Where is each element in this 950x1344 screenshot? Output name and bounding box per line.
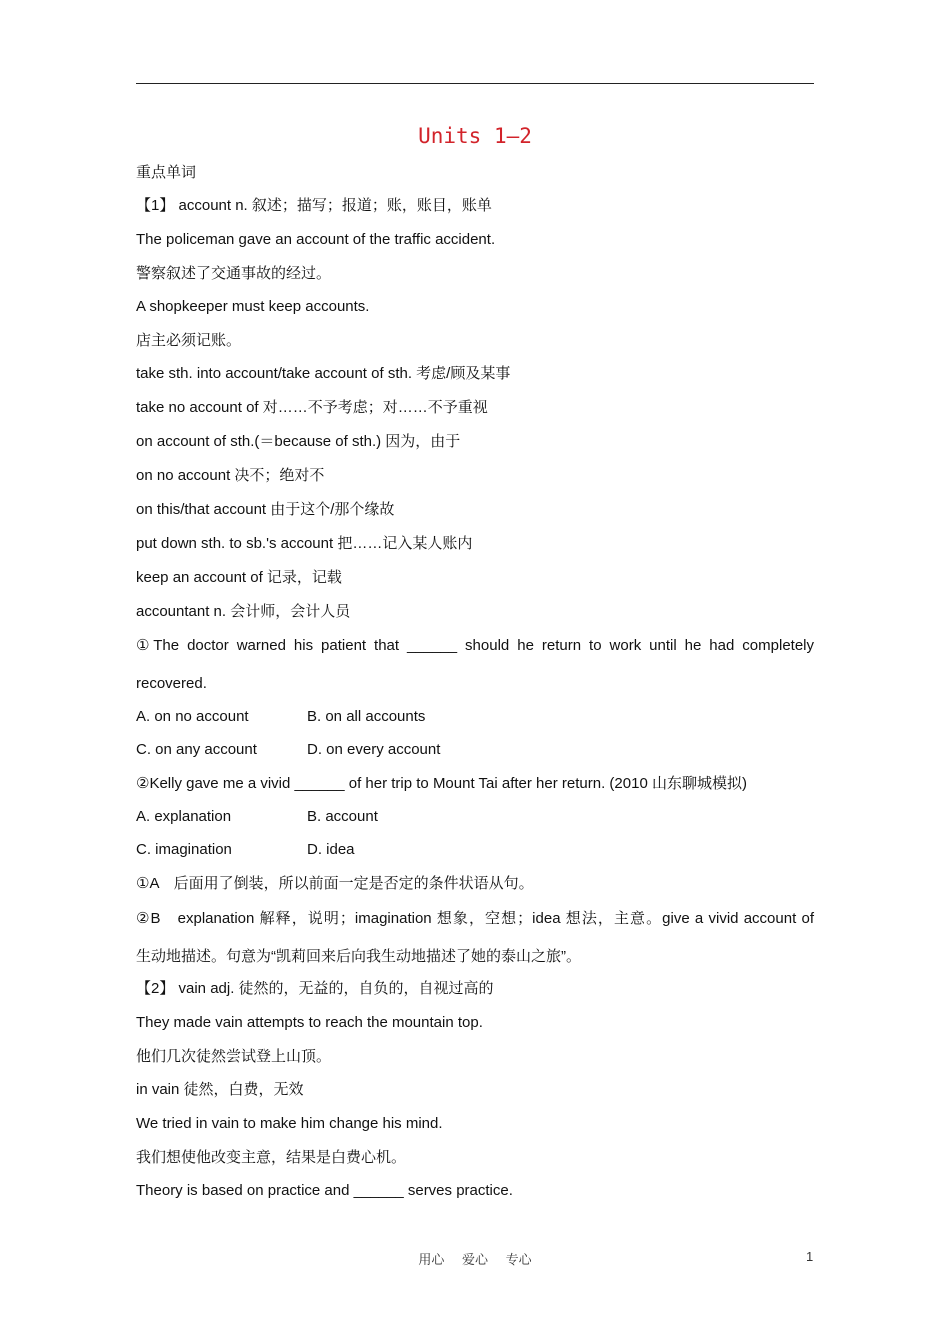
- item1-head: 【1】 account n. 叙述；描写；报道；账，账目，账单: [136, 197, 492, 214]
- page-title: Units 1—2: [418, 124, 532, 148]
- question2-option-d: D. idea: [307, 841, 355, 858]
- phrase-line: on this/that account 由于这个/那个缘故: [136, 501, 395, 518]
- item1-example2-en: A shopkeeper must keep accounts.: [136, 298, 370, 315]
- item2-example1-en: They made vain attempts to reach the mountain top.: [136, 1014, 483, 1031]
- question2-option-c: C. imagination: [136, 841, 232, 858]
- question1-option-d: D. on every account: [307, 741, 441, 758]
- item2-example2-en: We tried in vain to make him change his mind.: [136, 1115, 443, 1132]
- item1-example1-zh: 警察叙述了交通事故的经过。: [136, 265, 332, 282]
- phrase-line: keep an account of 记录，记载: [136, 569, 342, 586]
- item1-example1-en: The policeman gave an account of the traffic accident.: [136, 231, 496, 248]
- section-heading: 重点单词: [136, 164, 197, 181]
- page-number: 1: [806, 1249, 814, 1264]
- question1-option-a: A. on no account: [136, 708, 249, 725]
- question2-option-a: A. explanation: [136, 808, 232, 825]
- item1-example2-zh: 店主必须记账。: [136, 332, 242, 349]
- question1-stem: ①The doctor warned his patient that ______ should he return to work until he had completely: [136, 637, 814, 654]
- phrase-line: take sth. into account/take account of sth. 考虑/顾及某事: [136, 365, 511, 382]
- item2-example2-zh: 我们想使他改变主意，结果是白费心机。: [136, 1149, 407, 1166]
- item2-question: Theory is based on practice and ______ serves practice.: [136, 1182, 513, 1199]
- item2-phrase: in vain 徒然，白费，无效: [136, 1081, 304, 1098]
- question2-option-b: B. account: [307, 808, 378, 825]
- answer2: ②B explanation 解释，说明；imagination 想象，空想；idea 想法，主意。give a vivid account of: [136, 910, 814, 927]
- question1-stem-cont: recovered.: [136, 675, 207, 692]
- item2-head: 【2】 vain adj. 徒然的，无益的，自负的，自视过高的: [136, 980, 494, 997]
- item2-example1-zh: 他们几次徒然尝试登上山顶。: [136, 1048, 332, 1065]
- phrase-line: on account of sth.(＝because of sth.) 因为，由于: [136, 433, 461, 450]
- question2-stem: ②Kelly gave me a vivid ______ of her trip to Mount Tai after her return. (2010 山东聊城模拟): [136, 775, 747, 792]
- phrase-line: accountant n. 会计师，会计人员: [136, 603, 351, 620]
- question1-option-b: B. on all accounts: [307, 708, 426, 725]
- header-rule: [136, 83, 814, 84]
- phrase-line: put down sth. to sb.'s account 把……记入某人账内: [136, 535, 473, 552]
- footer-motto: 用心 爱心 专心: [418, 1252, 532, 1267]
- answer2-cont: 生动地描述。句意为“凯莉回来后向我生动地描述了她的泰山之旅”。: [136, 948, 581, 965]
- phrase-line: take no account of 对……不予考虑；对……不予重视: [136, 399, 488, 416]
- question1-option-c: C. on any account: [136, 741, 257, 758]
- phrase-line: on no account 决不；绝对不: [136, 467, 325, 484]
- answer1: ①A 后面用了倒装，所以前面一定是否定的条件状语从句。: [136, 875, 534, 892]
